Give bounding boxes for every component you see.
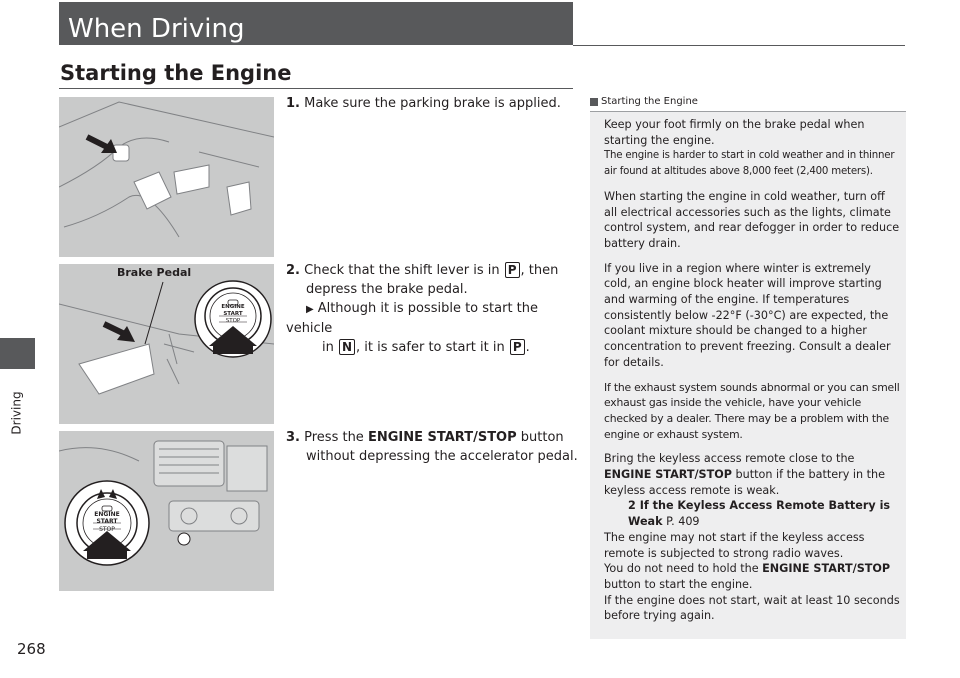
note-p1: Keep your foot firmly on the brake pedal when starting the engine. (604, 118, 865, 147)
note-p7-bold: ENGINE START/STOP (762, 562, 891, 576)
reference-arrow-icon: 2 (628, 499, 636, 513)
fig2-button-line2: START (223, 311, 243, 317)
parking-brake-figure (59, 97, 274, 257)
arrow-right-icon: ▶ (306, 304, 314, 315)
note-p1b: The engine is harder to start in cold weather and in thinner air found at altitudes above 8,000 feet (2,400 meters). (604, 150, 895, 178)
step-2-sub-d: . (525, 340, 530, 355)
note-p7-a: You do not need to hold the (604, 562, 763, 576)
note-bullet-icon (590, 98, 598, 106)
reference-title: If the Keyless Access Remote Battery is Weak (628, 499, 891, 529)
note-box (590, 95, 906, 639)
note-header (590, 95, 906, 112)
fig3-button-line1: ENGINE (94, 511, 120, 518)
note-body (604, 117, 900, 624)
step-2-text-b: , then (520, 263, 559, 278)
step-1-text: Make sure the parking brake is applied. (304, 96, 561, 111)
step-3-number: 3. (286, 430, 300, 445)
engine-start-button-figure (59, 431, 274, 591)
step-2 (286, 261, 586, 357)
step-2-text-a: Check that the shift lever is in (304, 263, 504, 278)
step-2-text-c: depress the brake pedal. (306, 282, 468, 297)
note-p8: If the engine does not start, wait at least 10 seconds before trying again. (604, 593, 900, 623)
brake-pedal-figure (59, 264, 274, 424)
note-p4: If the exhaust system sounds abnormal or you can smell exhaust gas inside the vehicle, have your vehicle checked by a dealer. There may be a problem with the engine or exhaust system. (604, 380, 900, 441)
note-heading: Starting the Engine (601, 96, 698, 107)
step-1 (286, 94, 561, 113)
section-title: Starting the Engine (60, 61, 292, 85)
key-n-icon: N (339, 339, 355, 355)
note-p6: The engine may not start if the keyless access remote is subjected to strong radio waves. (604, 530, 865, 560)
note-p7-b: button to start the engine. (604, 577, 753, 591)
note-p5-b: button if the battery in the keyless access remote is weak. (604, 468, 886, 497)
step-3-text-c: without depressing the accelerator pedal. (306, 449, 578, 464)
page-number: 268 (17, 640, 46, 658)
fig2-button-line3: STOP (225, 318, 241, 324)
fig3-button-line2: START (96, 518, 118, 525)
step-2-sub-c: , it is safer to start it in (356, 340, 509, 355)
key-p-icon: P (510, 339, 525, 355)
fig3-button-line3: STOP (99, 526, 115, 533)
key-p-icon: P (505, 262, 520, 278)
cross-reference-link[interactable] (604, 498, 900, 529)
side-tab-text: Driving (9, 391, 24, 435)
step-2-sub-b: in (322, 340, 338, 355)
fig2-button-line1: ENGINE (221, 304, 245, 310)
step-3-button-name: ENGINE START/STOP (367, 430, 517, 445)
reference-page: P. 409 (662, 515, 700, 529)
side-tab-label (11, 380, 31, 450)
step-3-text-b: button (516, 430, 564, 445)
side-tab-marker (0, 338, 35, 369)
step-2-sub-a: Although it is possible to start the vehicle (286, 301, 539, 336)
step-3 (286, 428, 586, 466)
step-1-number: 1. (286, 96, 300, 111)
header-rule (573, 45, 905, 46)
chapter-title: When Driving (68, 14, 245, 44)
step-2-number: 2. (286, 263, 300, 278)
note-p2: When starting the engine in cold weather, turn off all electrical accessories such as the lights, climate control system, and rear defogger in order to reduce battery drain. (604, 189, 900, 250)
step-3-text-a: Press the (304, 430, 368, 445)
note-p5-a: Bring the keyless access remote close to the (604, 452, 855, 466)
section-rule (59, 88, 573, 89)
note-p5-bold: ENGINE START/STOP (604, 468, 732, 482)
brake-pedal-label: Brake Pedal (117, 266, 192, 279)
note-p3: If you live in a region where winter is extremely cold, an engine block heater will improve starting and warming of the engine. If temperatures consistently below -22°F (-30°C) are expected, the coolant mixture should be changed to a higher concentration to prevent freezing. Consult a dealer for details. (604, 261, 891, 369)
